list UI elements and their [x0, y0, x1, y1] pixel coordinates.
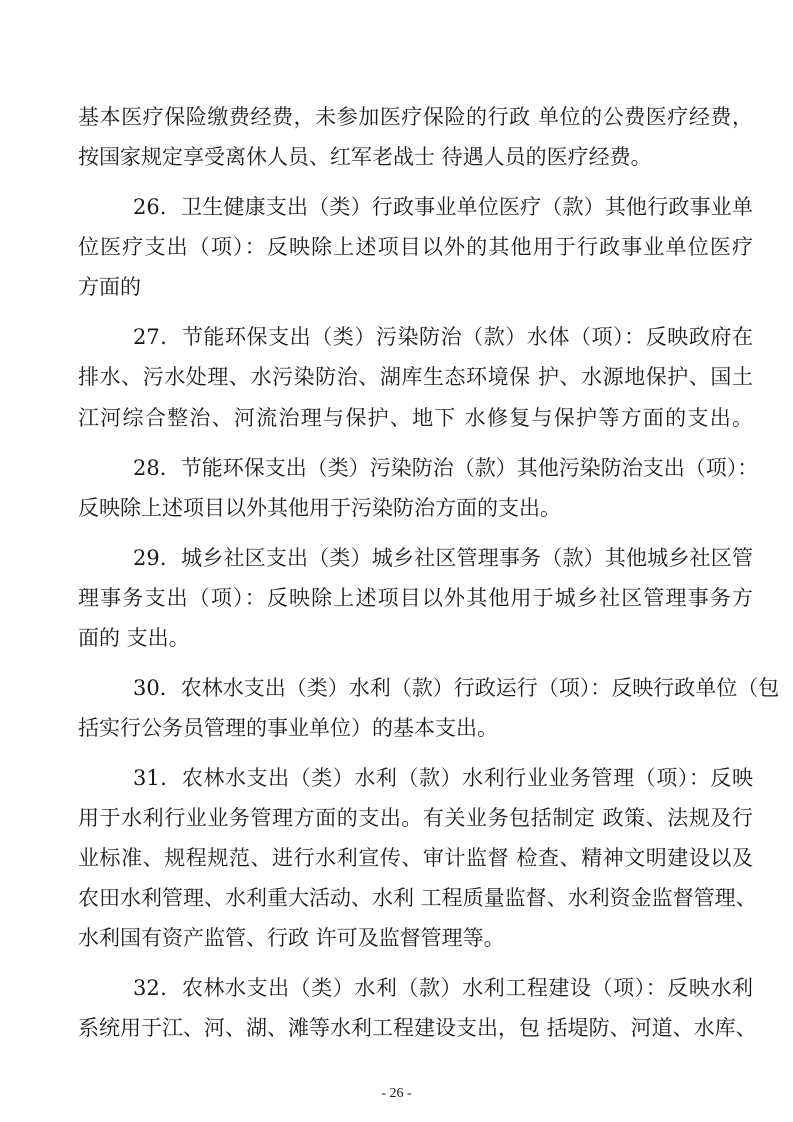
text-line: 江河综合整治、河流治理与保护、地下 水修复与保护等方面的支出。: [78, 406, 753, 430]
text-line: 业标准、规程规范、进行水利宣传、审计监督 检查、精神文明建设以及: [78, 846, 753, 870]
text-line: 位医疗支出（项）：反映除上述项目以外的其他用于行政事业单位医疗: [78, 235, 753, 259]
paragraph-31-line: 31．农林水支出（类）水利（款）水利行业业务管理（项）：反映: [133, 766, 753, 790]
text-line: 农田水利管理、水利重大活动、水利 工程质量监督、水利资金监督管理、: [78, 886, 757, 910]
paragraph-32-line: 32．农林水支出（类）水利（款）水利工程建设（项）：反映水利: [133, 976, 753, 1000]
text-line: 排水、污水处理、水污染防治、湖库生态环境保 护、水源地保护、国土: [78, 365, 753, 389]
paragraph-30-line: 30．农林水支出（类）水利（款）行政运行（项）：反映行政单位（包: [133, 676, 780, 700]
paragraph-29-line: 29．城乡社区支出（类）城乡社区管理事务（款）其他城乡社区管: [133, 546, 753, 570]
paragraph-27-line: 27．节能环保支出（类）污染防治（款）水体（项）：反映政府在: [133, 325, 753, 349]
text-line: 理事务支出（项）：反映除上述项目以外其他用于城乡社区管理事务方: [78, 586, 753, 610]
text-line: 反映除上述项目以外其他用于污染防治方面的支出。: [78, 496, 561, 520]
page-number: - 26 -: [381, 1086, 412, 1101]
paragraph-28-line: 28．节能环保支出（类）污染防治（款）其他污染防治支出（项）：: [133, 456, 759, 480]
text-line: 按国家规定享受离休人员、红军老战士 待遇人员的医疗经费。: [78, 145, 652, 169]
text-line: 方面的: [78, 275, 141, 299]
paragraph-26-line: 26．卫生健康支出（类）行政事业单位医疗（款）其他行政事业单: [133, 195, 753, 219]
text-line: 系统用于江、河、湖、滩等水利工程建设支出，包 括堤防、河道、水库、: [78, 1016, 757, 1040]
text-line: 水利国有资产监管、行政 许可及监督管理等。: [78, 926, 505, 950]
text-line: 用于水利行业业务管理方面的支出。有关业务包括制定 政策、法规及行: [78, 806, 753, 830]
text-line: 括实行公务员管理的事业单位）的基本支出。: [78, 716, 498, 740]
text-line: 基本医疗保险缴费经费，未参加医疗保险的行政 单位的公费医疗经费，: [78, 105, 753, 129]
text-line: 面的 支出。: [78, 626, 190, 650]
